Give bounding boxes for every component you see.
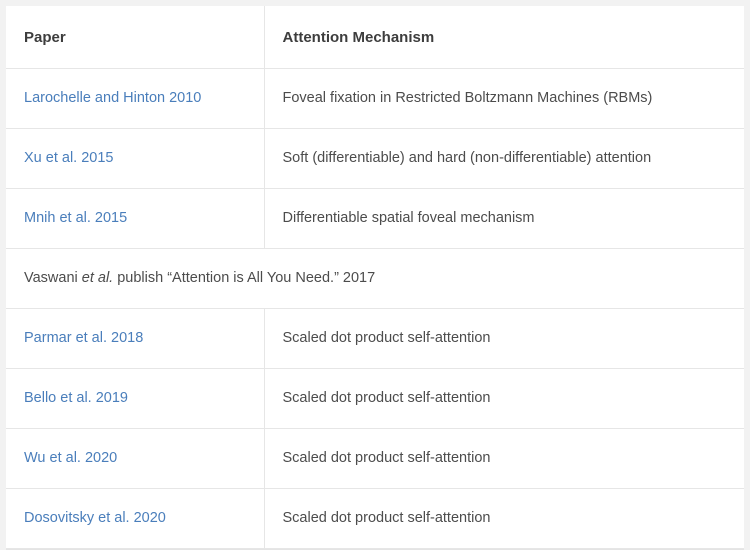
table-header-row	[6, 6, 744, 69]
table-row	[6, 129, 744, 189]
paper-link[interactable]: Dosovitsky et al. 2020	[24, 510, 166, 527]
table-row	[6, 489, 744, 549]
column-header-paper: Paper	[6, 6, 264, 69]
paper-link[interactable]: Bello et al. 2019	[24, 390, 128, 407]
table-row	[6, 429, 744, 489]
table-cell-paper	[6, 429, 264, 489]
table-cell-paper	[6, 69, 264, 129]
paper-link[interactable]: Wu et al. 2020	[24, 450, 118, 467]
table-cell-mechanism: Differentiable spatial foveal mechanism	[264, 189, 744, 249]
table-cell-paper	[6, 189, 264, 249]
table-row	[6, 189, 744, 249]
table-cell-mechanism: Scaled dot product self-attention	[264, 429, 744, 489]
table-cell-paper	[6, 309, 264, 369]
table-cell-mechanism: Scaled dot product self-attention	[264, 369, 744, 429]
attention-mechanisms-table	[6, 6, 744, 549]
milestone-note-suffix: publish “Attention is All You Need.” 2017	[113, 270, 376, 287]
table-row	[6, 369, 744, 429]
table-cell-mechanism: Scaled dot product self-attention	[264, 489, 744, 549]
paper-link[interactable]: Mnih et al. 2015	[24, 210, 128, 227]
table-row	[6, 309, 744, 369]
milestone-note-prefix: Vaswani	[24, 270, 82, 287]
table-cell-mechanism: Soft (differentiable) and hard (non-differentiable) attention	[264, 129, 744, 189]
table-cell-mechanism: Foveal fixation in Restricted Boltzmann Machines (RBMs)	[264, 69, 744, 129]
paper-link[interactable]: Xu et al. 2015	[24, 150, 114, 167]
milestone-note-italic: et al.	[81, 270, 114, 287]
table-cell-paper	[6, 489, 264, 549]
attention-table-container	[6, 6, 744, 550]
paper-link[interactable]: Parmar et al. 2018	[24, 330, 144, 347]
table-cell-paper	[6, 129, 264, 189]
table-cell-paper	[6, 369, 264, 429]
paper-link[interactable]: Larochelle and Hinton 2010	[24, 90, 202, 107]
column-header-attention-mechanism: Attention Mechanism	[264, 6, 744, 69]
table-header	[6, 6, 744, 69]
milestone-note	[24, 270, 375, 286]
table-row	[6, 69, 744, 129]
table-cell-mechanism: Scaled dot product self-attention	[264, 309, 744, 369]
table-cell-milestone-note	[6, 249, 744, 309]
table-row-milestone	[6, 249, 744, 309]
table-body	[6, 69, 744, 549]
